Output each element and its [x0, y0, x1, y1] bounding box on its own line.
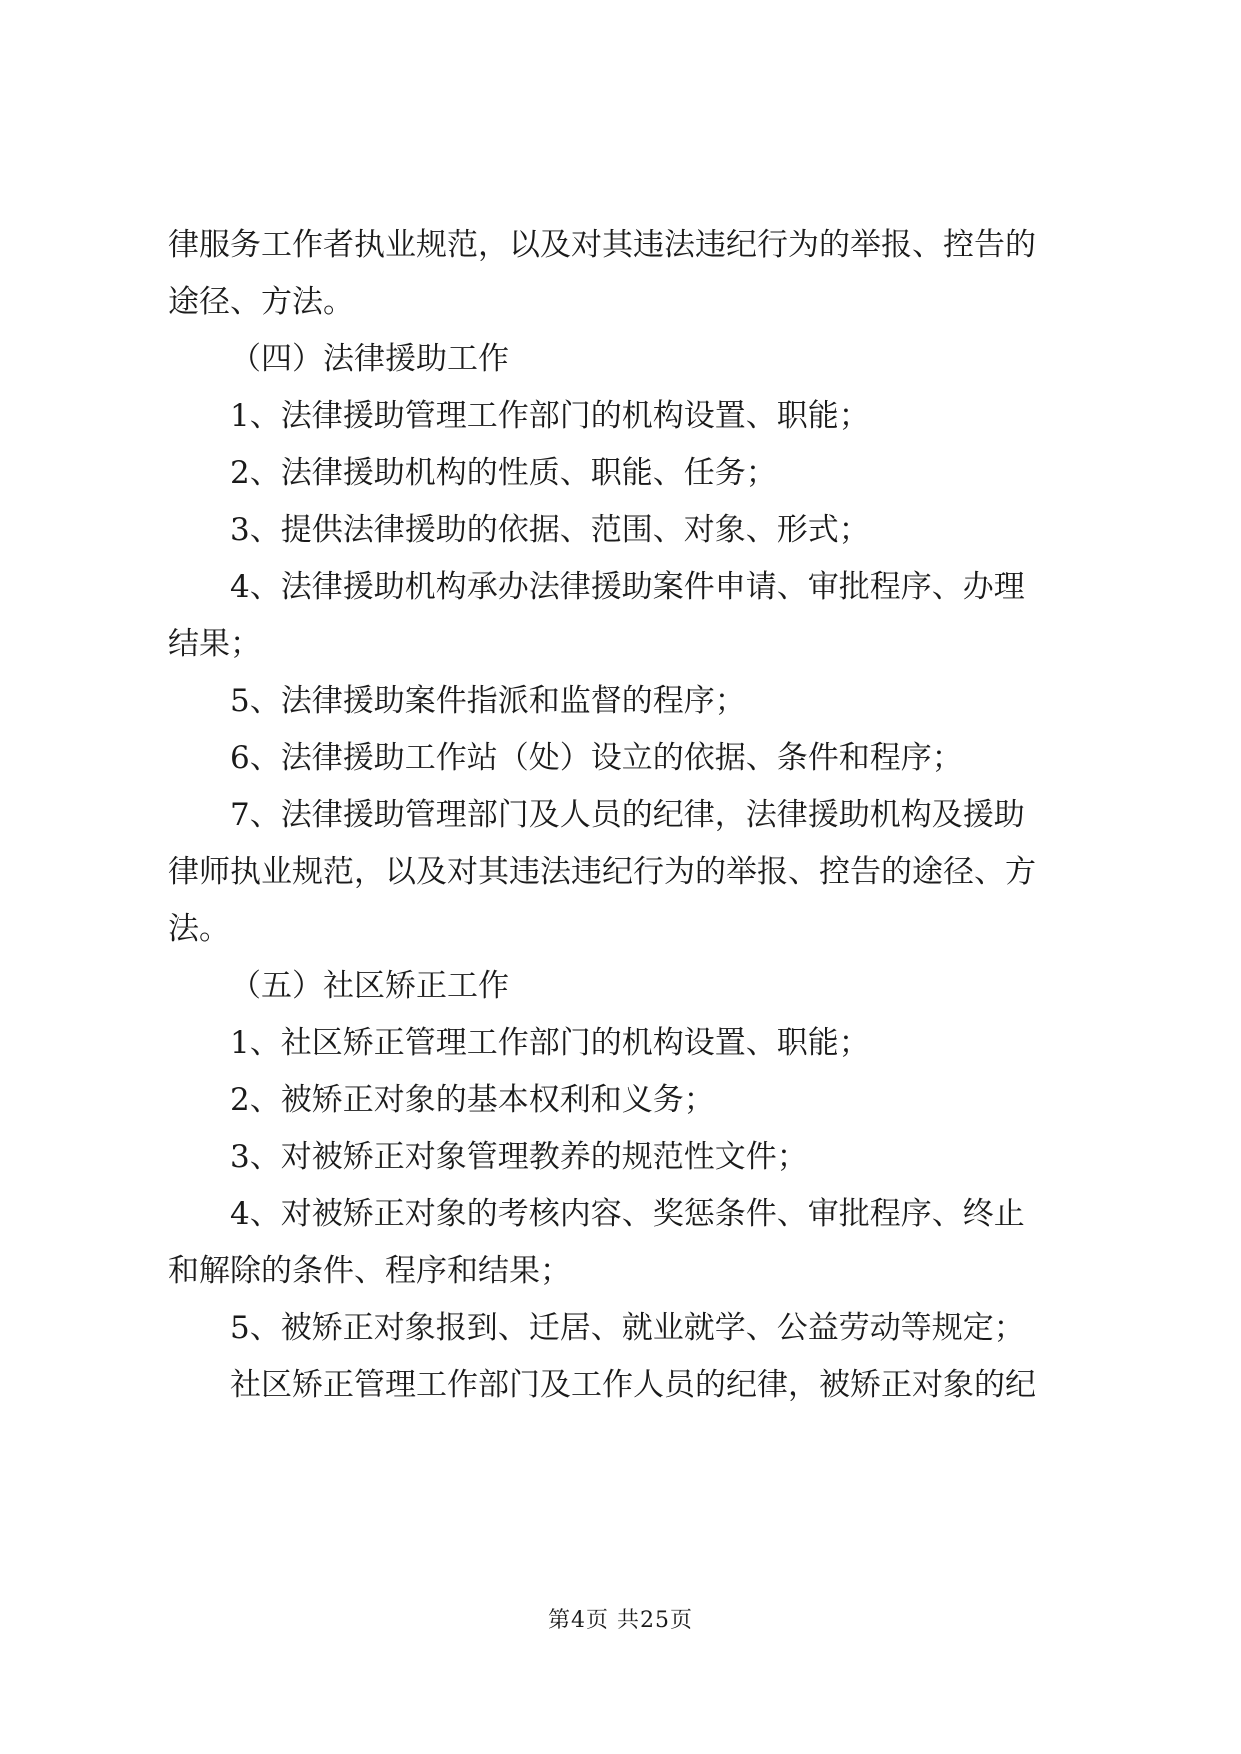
list-item: 6、法律援助工作站（处）设立的依据、条件和程序；	[230, 740, 963, 776]
list-item: 7、法律援助管理部门及人员的纪律，法律援助机构及援助	[230, 797, 1025, 833]
paragraph-line: 律服务工作者执业规范，以及对其违法违纪行为的举报、控告的	[168, 227, 1036, 263]
list-item: 5、被矫正对象报到、迁居、就业就学、公益劳动等规定；	[230, 1310, 1025, 1346]
list-item: 2、被矫正对象的基本权利和义务；	[230, 1082, 715, 1118]
paragraph-line: 社区矫正管理工作部门及工作人员的纪律，被矫正对象的纪	[230, 1367, 1036, 1403]
list-item: 4、对被矫正对象的考核内容、奖惩条件、审批程序、终止	[230, 1196, 1025, 1232]
section-heading: （五）社区矫正工作	[230, 968, 509, 1004]
list-item-continuation: 和解除的条件、程序和结果；	[168, 1253, 571, 1289]
list-item: 4、法律援助机构承办法律援助案件申请、审批程序、办理	[230, 569, 1025, 605]
list-item-continuation: 法。	[168, 911, 230, 947]
paragraph-line: 途径、方法。	[168, 284, 354, 320]
list-item-continuation: 律师执业规范，以及对其违法违纪行为的举报、控告的途径、方	[168, 854, 1036, 890]
list-item: 5、法律援助案件指派和监督的程序；	[230, 683, 746, 719]
list-item-continuation: 结果；	[168, 626, 261, 662]
list-item: 1、法律援助管理工作部门的机构设置、职能；	[230, 398, 870, 434]
list-item: 2、法律援助机构的性质、职能、任务；	[230, 455, 777, 491]
page-number-footer: 第4页 共25页	[548, 1608, 693, 1633]
section-heading: （四）法律援助工作	[230, 341, 509, 377]
list-item: 3、提供法律援助的依据、范围、对象、形式；	[230, 512, 870, 548]
list-item: 1、社区矫正管理工作部门的机构设置、职能；	[230, 1025, 870, 1061]
list-item: 3、对被矫正对象管理教养的规范性文件；	[230, 1139, 808, 1175]
